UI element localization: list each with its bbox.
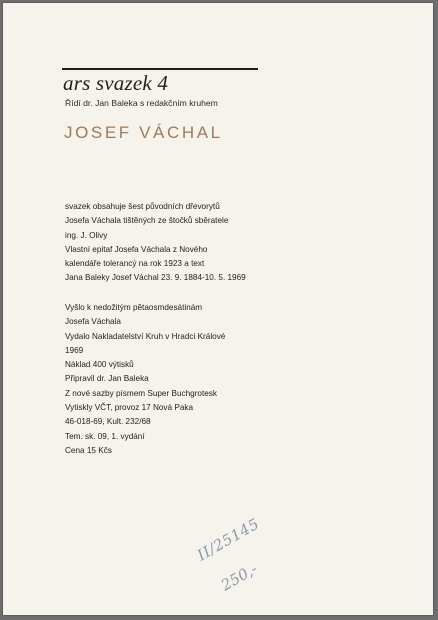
editor-line: Řídí dr. Jan Baleka s redakčním kruhem xyxy=(65,98,218,108)
imprint-line: Z nové sazby písmem Super Buchgrotesk xyxy=(65,388,217,398)
contents-line: Josefa Váchala tištěných ze štočků sběratele xyxy=(65,216,229,226)
colophon-page xyxy=(3,3,433,615)
handwritten-price: 250,- xyxy=(218,559,261,595)
imprint-line: Vyšlo k nedožitým pětaosmdesátinám xyxy=(65,303,203,312)
contents-line: Vlastní epitaf Josefa Váchala z Nového xyxy=(65,244,208,254)
imprint-line: Josefa Váchala xyxy=(65,317,121,327)
handwritten-accession: II/25145 xyxy=(194,514,263,565)
imprint-line: Vytiskly VČT, provoz 17 Nová Paka xyxy=(65,403,194,413)
contents-line: kalendáře tolerancý na rok 1923 a text xyxy=(65,259,205,269)
imprint-line: 1969 xyxy=(65,345,84,355)
contents-line: Jana Baleky Josef Váchal 23. 9. 1884-10. 5. 1969 xyxy=(65,273,246,283)
imprint-line: Vydalo Nakladatelství Kruh v Hradci Králové xyxy=(65,331,226,341)
imprint-line: Náklad 400 výtisků xyxy=(65,360,134,370)
author-name: JOSEF VÁCHAL xyxy=(64,123,223,142)
imprint-line: Tem. sk. 09, 1. vydání xyxy=(65,431,145,441)
contents-line: ing. J. Olivy xyxy=(65,230,108,240)
series-title: ars svazek 4 xyxy=(63,71,169,95)
handwritten-note xyxy=(194,514,311,603)
contents-line: svazek obsahuje šest původních dřevorytů xyxy=(65,202,220,211)
imprint-paragraph xyxy=(65,301,225,458)
title-rule xyxy=(62,68,258,70)
imprint-line: 46-018-69, Kult. 232/68 xyxy=(65,417,151,427)
imprint-line: Cena 15 Kčs xyxy=(65,445,112,455)
imprint-line: Připravil dr. Jan Baleka xyxy=(65,374,149,384)
contents-paragraph xyxy=(65,200,246,286)
